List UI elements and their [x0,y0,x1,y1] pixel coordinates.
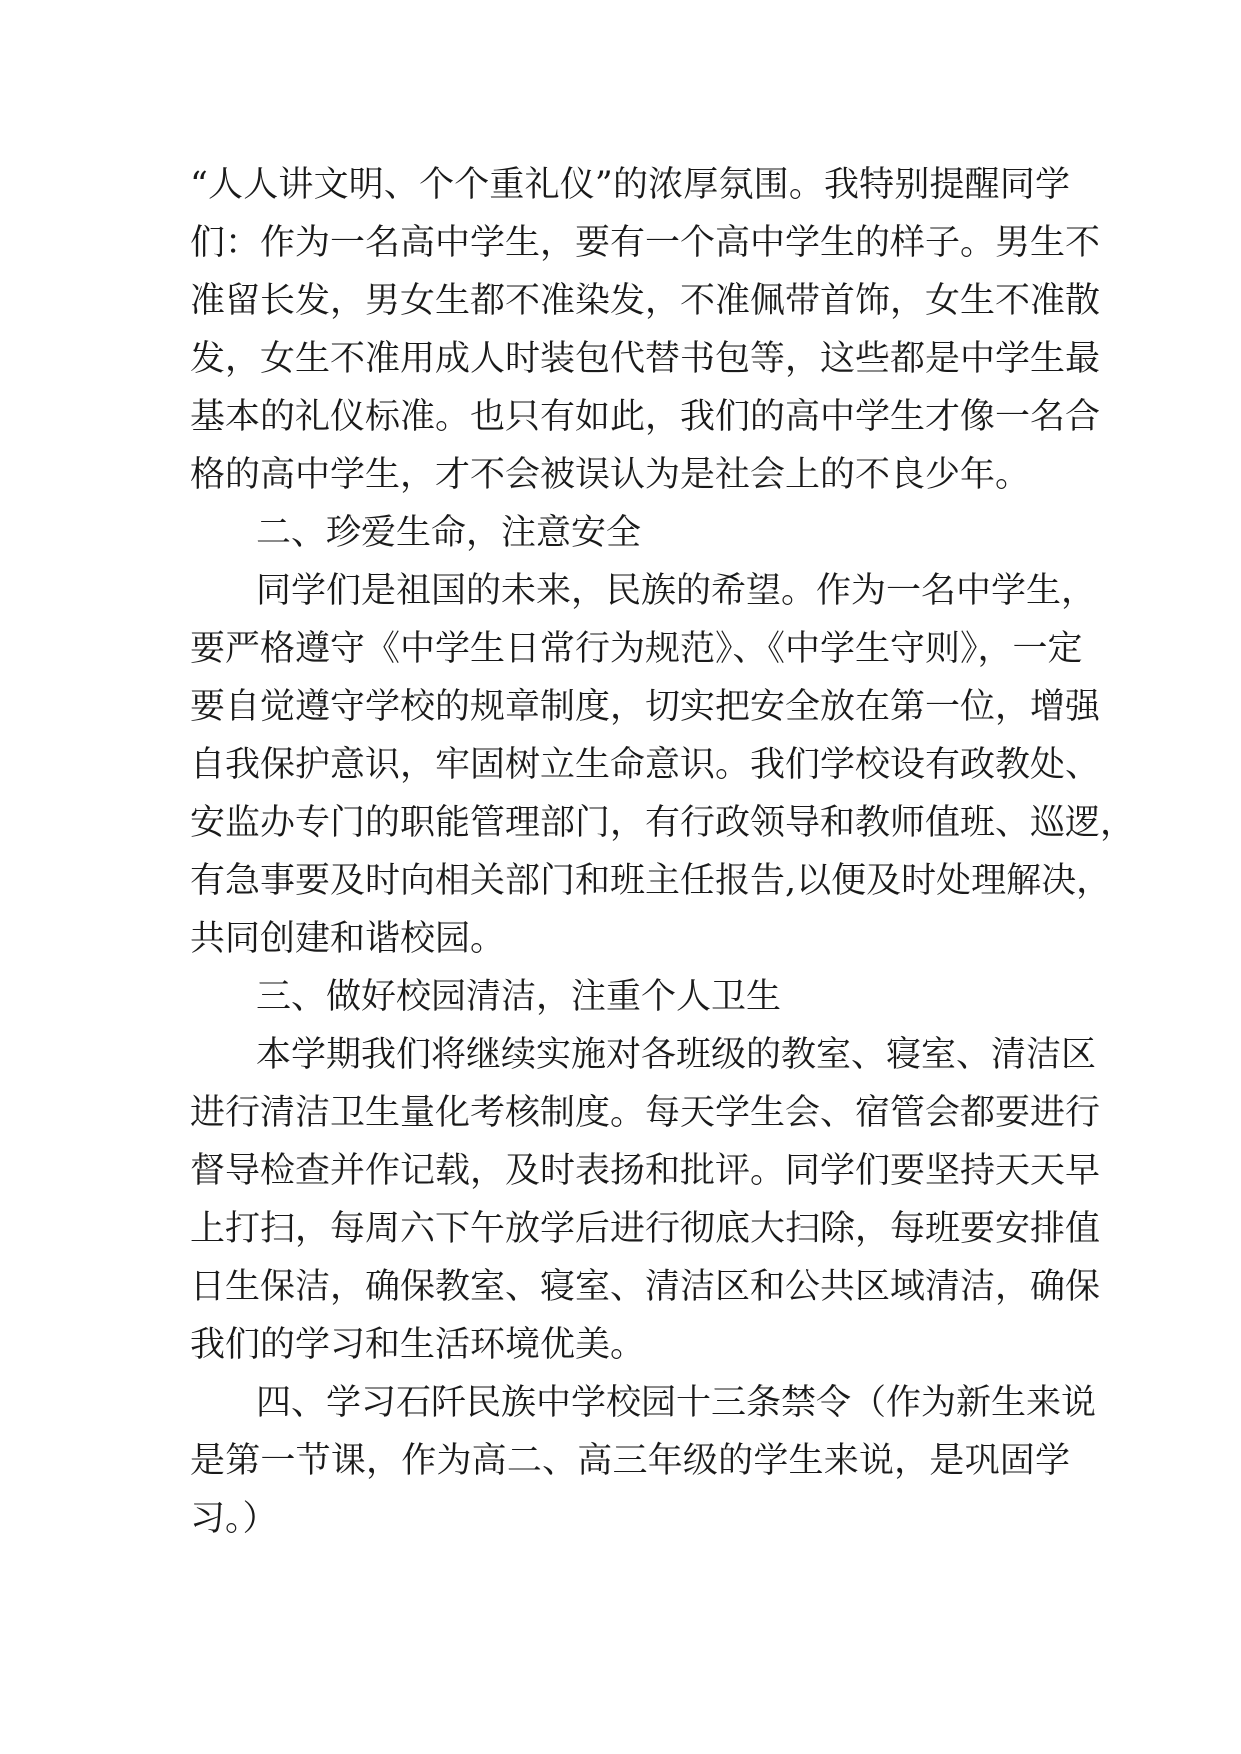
section-heading: 三、做好校园清洁，注重个人卫生 [256,977,782,1017]
paragraph-line: 发，女生不准用成人时装包代替书包等，这些都是中学生最 [190,339,1101,379]
paragraph-line: 习。） [190,1499,278,1539]
paragraph-line: 日生保洁，确保教室、寝室、清洁区和公共区域清洁，确保 [190,1267,1101,1307]
document-body [190,156,1136,1548]
paragraph-line: 安监办专门的职能管理部门，有行政领导和教师值班、巡逻， [190,803,1136,843]
paragraph-line: 有急事要及时向相关部门和班主任报告,以便及时处理解决， [190,861,1112,901]
paragraph-line: 要严格遵守《中学生日常行为规范》、《中学生守则》，一定 [190,629,1083,669]
paragraph-line: 督导检查并作记载，及时表扬和批评。同学们要坚持天天早 [190,1151,1101,1191]
paragraph-line: 进行清洁卫生量化考核制度。每天学生会、宿管会都要进行 [190,1093,1101,1133]
section-heading: 四、学习石阡民族中学校园十三条禁令（作为新生来说 [256,1383,1097,1423]
paragraph-line: 格的高中学生，才不会被误认为是社会上的不良少年。 [190,455,1031,495]
paragraph-line: 共同创建和谐校园。 [190,919,506,959]
paragraph-line: 同学们是祖国的未来，民族的希望。作为一名中学生， [256,571,1097,611]
paragraph-line: 我们的学习和生活环境优美。 [190,1325,646,1365]
paragraph-line: 是第一节课，作为高二、高三年级的学生来说，是巩固学 [190,1441,1070,1481]
section-heading: 二、珍爱生命，注意安全 [256,513,642,553]
paragraph-line: 自我保护意识，牢固树立生命意识。我们学校设有政教处、 [190,745,1101,785]
paragraph-line: 们：作为一名高中学生，要有一个高中学生的样子。男生不 [190,223,1101,263]
paragraph-line: 本学期我们将继续实施对各班级的教室、寝室、清洁区 [256,1035,1097,1075]
paragraph-line: 上打扫，每周六下午放学后进行彻底大扫除，每班要安排值 [190,1209,1101,1249]
paragraph-line: 要自觉遵守学校的规章制度，切实把安全放在第一位，增强 [190,687,1101,727]
paragraph-line: “人人讲文明、个个重礼仪”的浓厚氛围。我特别提醒同学 [190,165,1070,205]
paragraph-line: 准留长发，男女生都不准染发，不准佩带首饰，女生不准散 [190,281,1101,321]
paragraph-line: 基本的礼仪标准。也只有如此，我们的高中学生才像一名合 [190,397,1101,437]
